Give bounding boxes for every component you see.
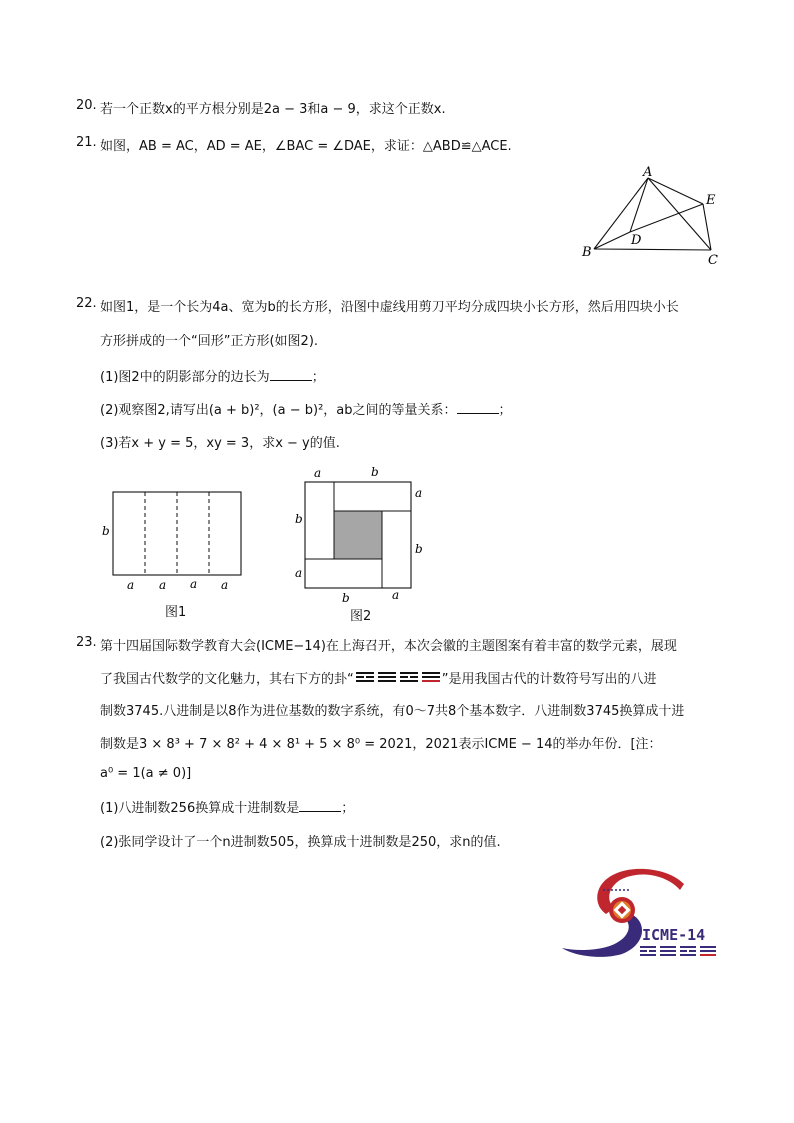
- q23-line5: a⁰ = 1(a ≠ 0)]: [100, 766, 192, 781]
- q23-line1: 第十四届国际数学教育大会(ICME−14)在上海召开，本次会徽的主题图案有着丰富的数学元素，展现: [100, 639, 677, 654]
- answer-blank: [457, 401, 499, 414]
- fig1-bottom-label: a: [159, 578, 167, 592]
- fig1-bottom-label: a: [127, 578, 135, 592]
- icme14-logo: [556, 862, 726, 962]
- fig2-label: a: [314, 466, 322, 480]
- q22-sub3: (3)若x + y = 5，xy = 3，求x − y的值.: [100, 436, 340, 451]
- q22-sub1-text: (1)图2中的阴影部分的边长为: [100, 370, 270, 385]
- fig1-bottom-label: a: [221, 578, 229, 592]
- trigram-symbols-icon: [354, 671, 442, 685]
- q23-line3: 制数3745.八进制是以8作为进位基数的数字系统，有0～7共8个基本数字．八进制数3745换算成十进: [100, 704, 685, 719]
- fig2-caption: 图2: [350, 609, 372, 624]
- q23-line2: [100, 668, 657, 687]
- q22-line2: 方形拼成的一个“回形”正方形(如图2).: [100, 334, 319, 349]
- q22-sub2-text: (2)观察图2,请写出(a + b)²，(a − b)²，ab之间的等量关系：: [100, 403, 457, 418]
- q23-number: 23.: [76, 635, 97, 650]
- fig1-side-label: b: [102, 524, 110, 538]
- q23-sub1-text: (1)八进制数256换算成十进制数是: [100, 801, 300, 816]
- q22-sub2: [100, 399, 512, 418]
- q23-sub1: [100, 797, 354, 816]
- fig2-label: a: [415, 486, 423, 500]
- fig2-label: b: [295, 512, 303, 526]
- label-A: A: [643, 165, 653, 180]
- label-B: B: [582, 245, 592, 260]
- q23-sub2: (2)张同学设计了一个n进制数505，换算成十进制数是250，求n的值.: [100, 835, 501, 850]
- fig1-caption: 图1: [165, 605, 187, 620]
- q22-sub2-end: ；: [498, 403, 512, 418]
- q23-line2-end: ”是用我国古代的计数符号写出的八进: [441, 672, 657, 687]
- q21-triangle-figure: [578, 162, 728, 272]
- fig2-label: a: [392, 588, 400, 602]
- q22-sub1-end: ；: [311, 370, 325, 385]
- label-E: E: [706, 193, 716, 208]
- q21-number: 21.: [76, 135, 97, 150]
- q22-line1: 如图1，是一个长为4a、宽为b的长方形，沿图中虚线用剪刀平均分成四块小长方形，然后用四块小长: [100, 300, 679, 315]
- fig1-bottom-label: a: [190, 577, 198, 591]
- label-D: D: [631, 233, 642, 248]
- answer-blank: [270, 368, 312, 381]
- q23-line2-text: 了我国古代数学的文化魅力，其右下方的卦“: [100, 672, 354, 687]
- figure-1: [100, 486, 250, 594]
- q21-text: 如图，AB = AC，AD = AE，∠BAC = ∠DAE，求证：△ABD≌△ACE.: [100, 139, 512, 154]
- answer-blank: [299, 799, 341, 812]
- figure-2: [288, 462, 428, 607]
- label-C: C: [708, 253, 718, 268]
- q20-number: 20.: [76, 98, 97, 113]
- fig2-label: b: [415, 542, 423, 556]
- logo-text: ICME-14: [642, 926, 706, 944]
- fig2-label: b: [371, 465, 379, 479]
- q20-text: 若一个正数x的平方根分别是2a − 3和a − 9，求这个正数x.: [100, 102, 446, 117]
- fig2-label: a: [295, 566, 303, 580]
- q22-sub1: [100, 366, 325, 385]
- q22-number: 22.: [76, 296, 97, 311]
- q23-line4: 制数是3 × 8³ + 7 × 8² + 4 × 8¹ + 5 × 8⁰ = 2021，2021表示ICME − 14的举办年份．[注：: [100, 737, 662, 752]
- q23-sub1-end: ；: [341, 801, 355, 816]
- fig2-label: b: [342, 591, 350, 605]
